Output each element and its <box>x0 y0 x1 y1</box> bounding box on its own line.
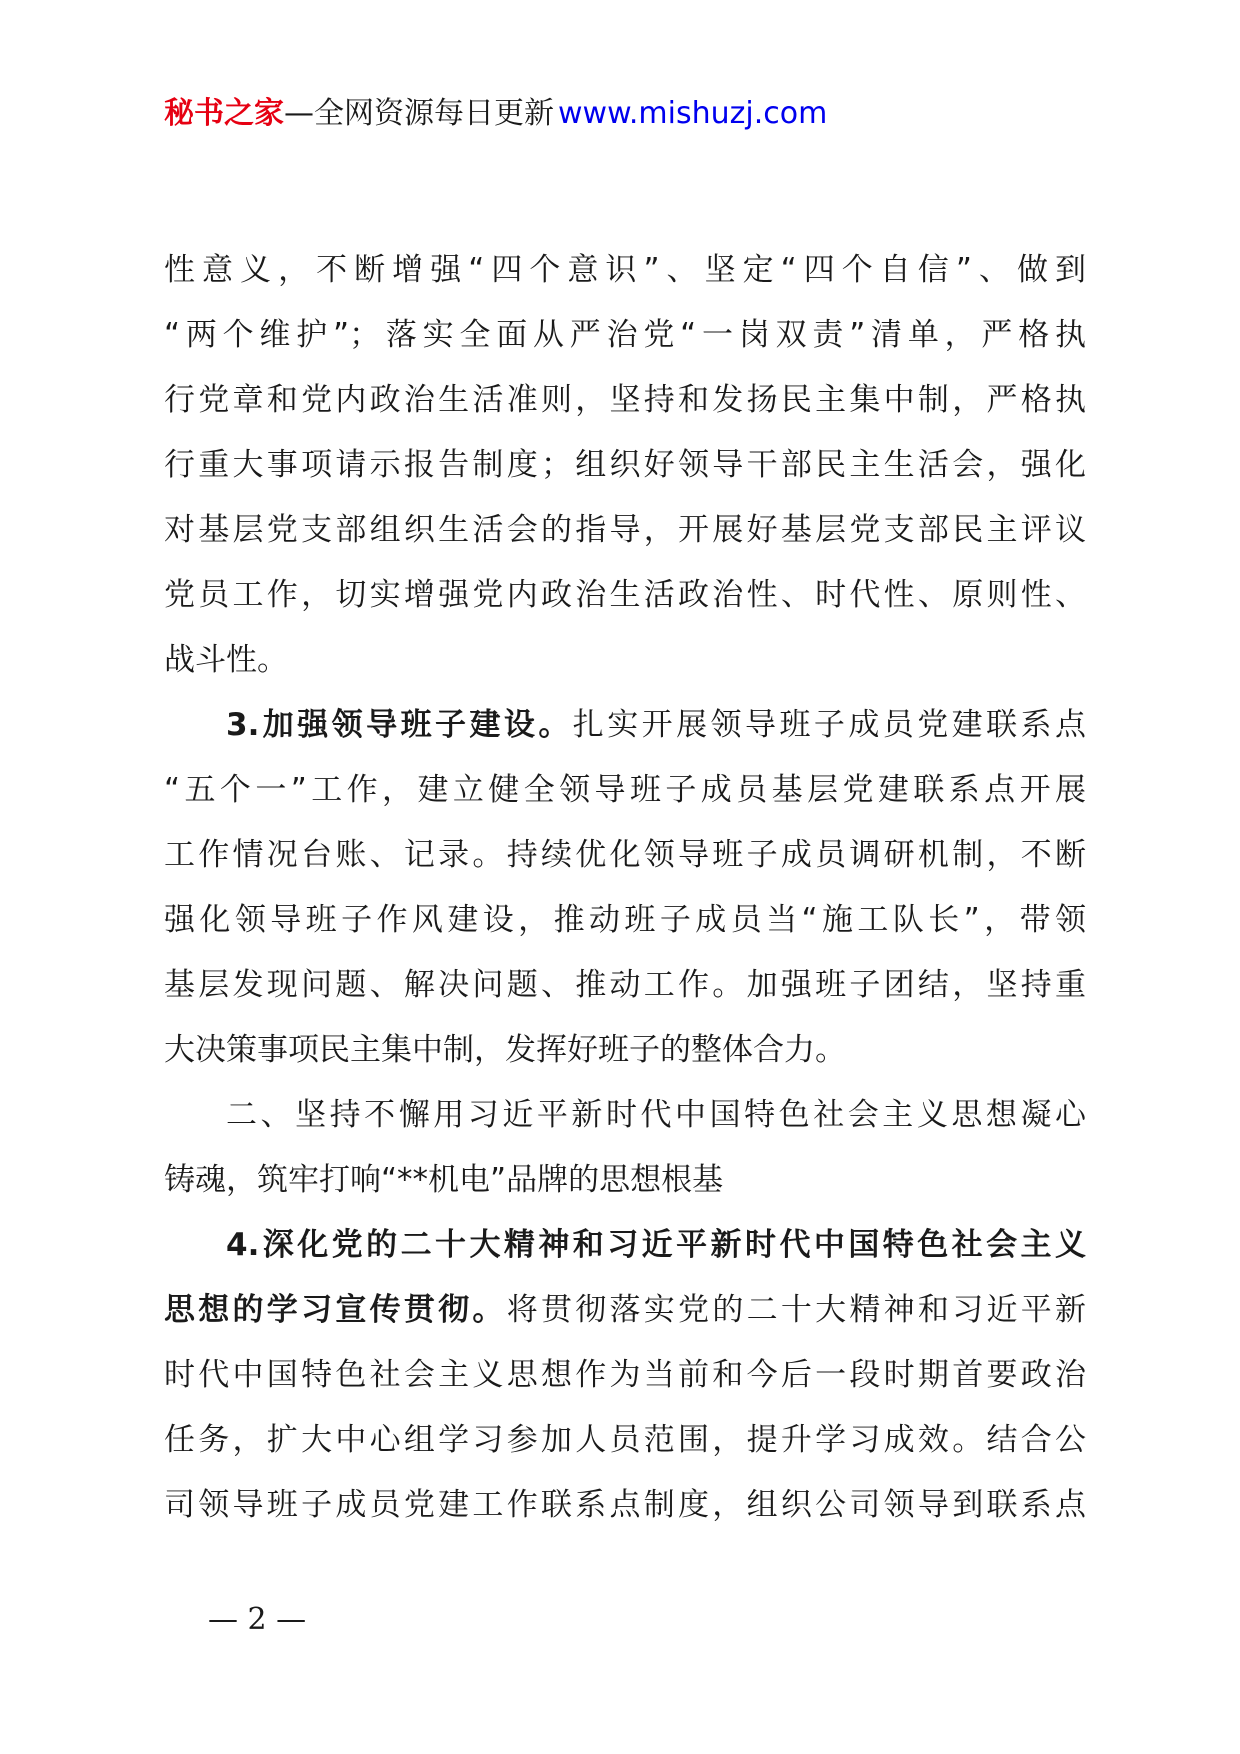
section-4-text: 将贯彻落实党的二十大精神和习近平新 <box>506 1292 1087 1328</box>
document-body <box>164 238 1086 1538</box>
page-number: — 2 — <box>208 1602 307 1637</box>
section-3-line: 基层发现问题、解决问题、推动工作。加强班子团结，坚持重 <box>164 967 1086 1003</box>
section-4-line: 任务，扩大中心组学习参加人员范围，提升学习成效。结合公 <box>164 1422 1086 1458</box>
body-line: 战斗性。 <box>164 642 288 678</box>
site-header <box>164 92 827 136</box>
body-line: 性意义，不断增强“四个意识”、坚定“四个自信”、做到 <box>164 252 1086 288</box>
section-4-line: 时代中国特色社会主义思想作为当前和今后一段时期首要政治 <box>164 1357 1086 1393</box>
body-line: 行党章和党内政治生活准则，坚持和发扬民主集中制，严格执 <box>164 382 1086 418</box>
section-3-heading: 3.加强领导班子建设。 <box>226 707 573 743</box>
part-2-heading-line-2: 铸魂，筑牢打响“**机电”品牌的思想根基 <box>164 1162 724 1198</box>
section-3-first-line <box>164 693 1086 758</box>
section-3-line: “五个一”工作，建立健全领导班子成员基层党建联系点开展 <box>164 772 1086 808</box>
body-line: 对基层党支部组织生活会的指导，开展好基层党支部民主评议 <box>164 512 1086 548</box>
part-2-heading-line-1: 二、坚持不懈用习近平新时代中国特色社会主义思想凝心 <box>226 1097 1086 1133</box>
header-tagline: —全网资源每日更新 <box>284 96 554 131</box>
body-line: 行重大事项请示报告制度；组织好领导干部民主生活会，强化 <box>164 447 1086 483</box>
section-3-text: 扎实开展领导班子成员党建联系点 <box>572 707 1086 743</box>
section-4-second-line <box>164 1278 1086 1343</box>
section-3-line: 大决策事项民主集中制，发挥好班子的整体合力。 <box>164 1032 846 1068</box>
site-url-link[interactable]: www.mishuzj.com <box>558 96 828 131</box>
section-4-heading-line-1: 4.深化党的二十大精神和习近平新时代中国特色社会主义 <box>226 1227 1086 1263</box>
body-line: 党员工作，切实增强党内政治生活政治性、时代性、原则性、 <box>164 577 1086 613</box>
section-4-heading-line-2: 思想的学习宣传贯彻。 <box>164 1292 507 1328</box>
section-4-line: 司领导班子成员党建工作联系点制度，组织公司领导到联系点 <box>164 1487 1086 1523</box>
section-3-line: 强化领导班子作风建设，推动班子成员当“施工队长”，带领 <box>164 902 1086 938</box>
brand-name: 秘书之家 <box>164 96 284 131</box>
section-3-line: 工作情况台账、记录。持续优化领导班子成员调研机制，不断 <box>164 837 1086 873</box>
body-line: “两个维护”；落实全面从严治党“一岗双责”清单，严格执 <box>164 317 1086 353</box>
